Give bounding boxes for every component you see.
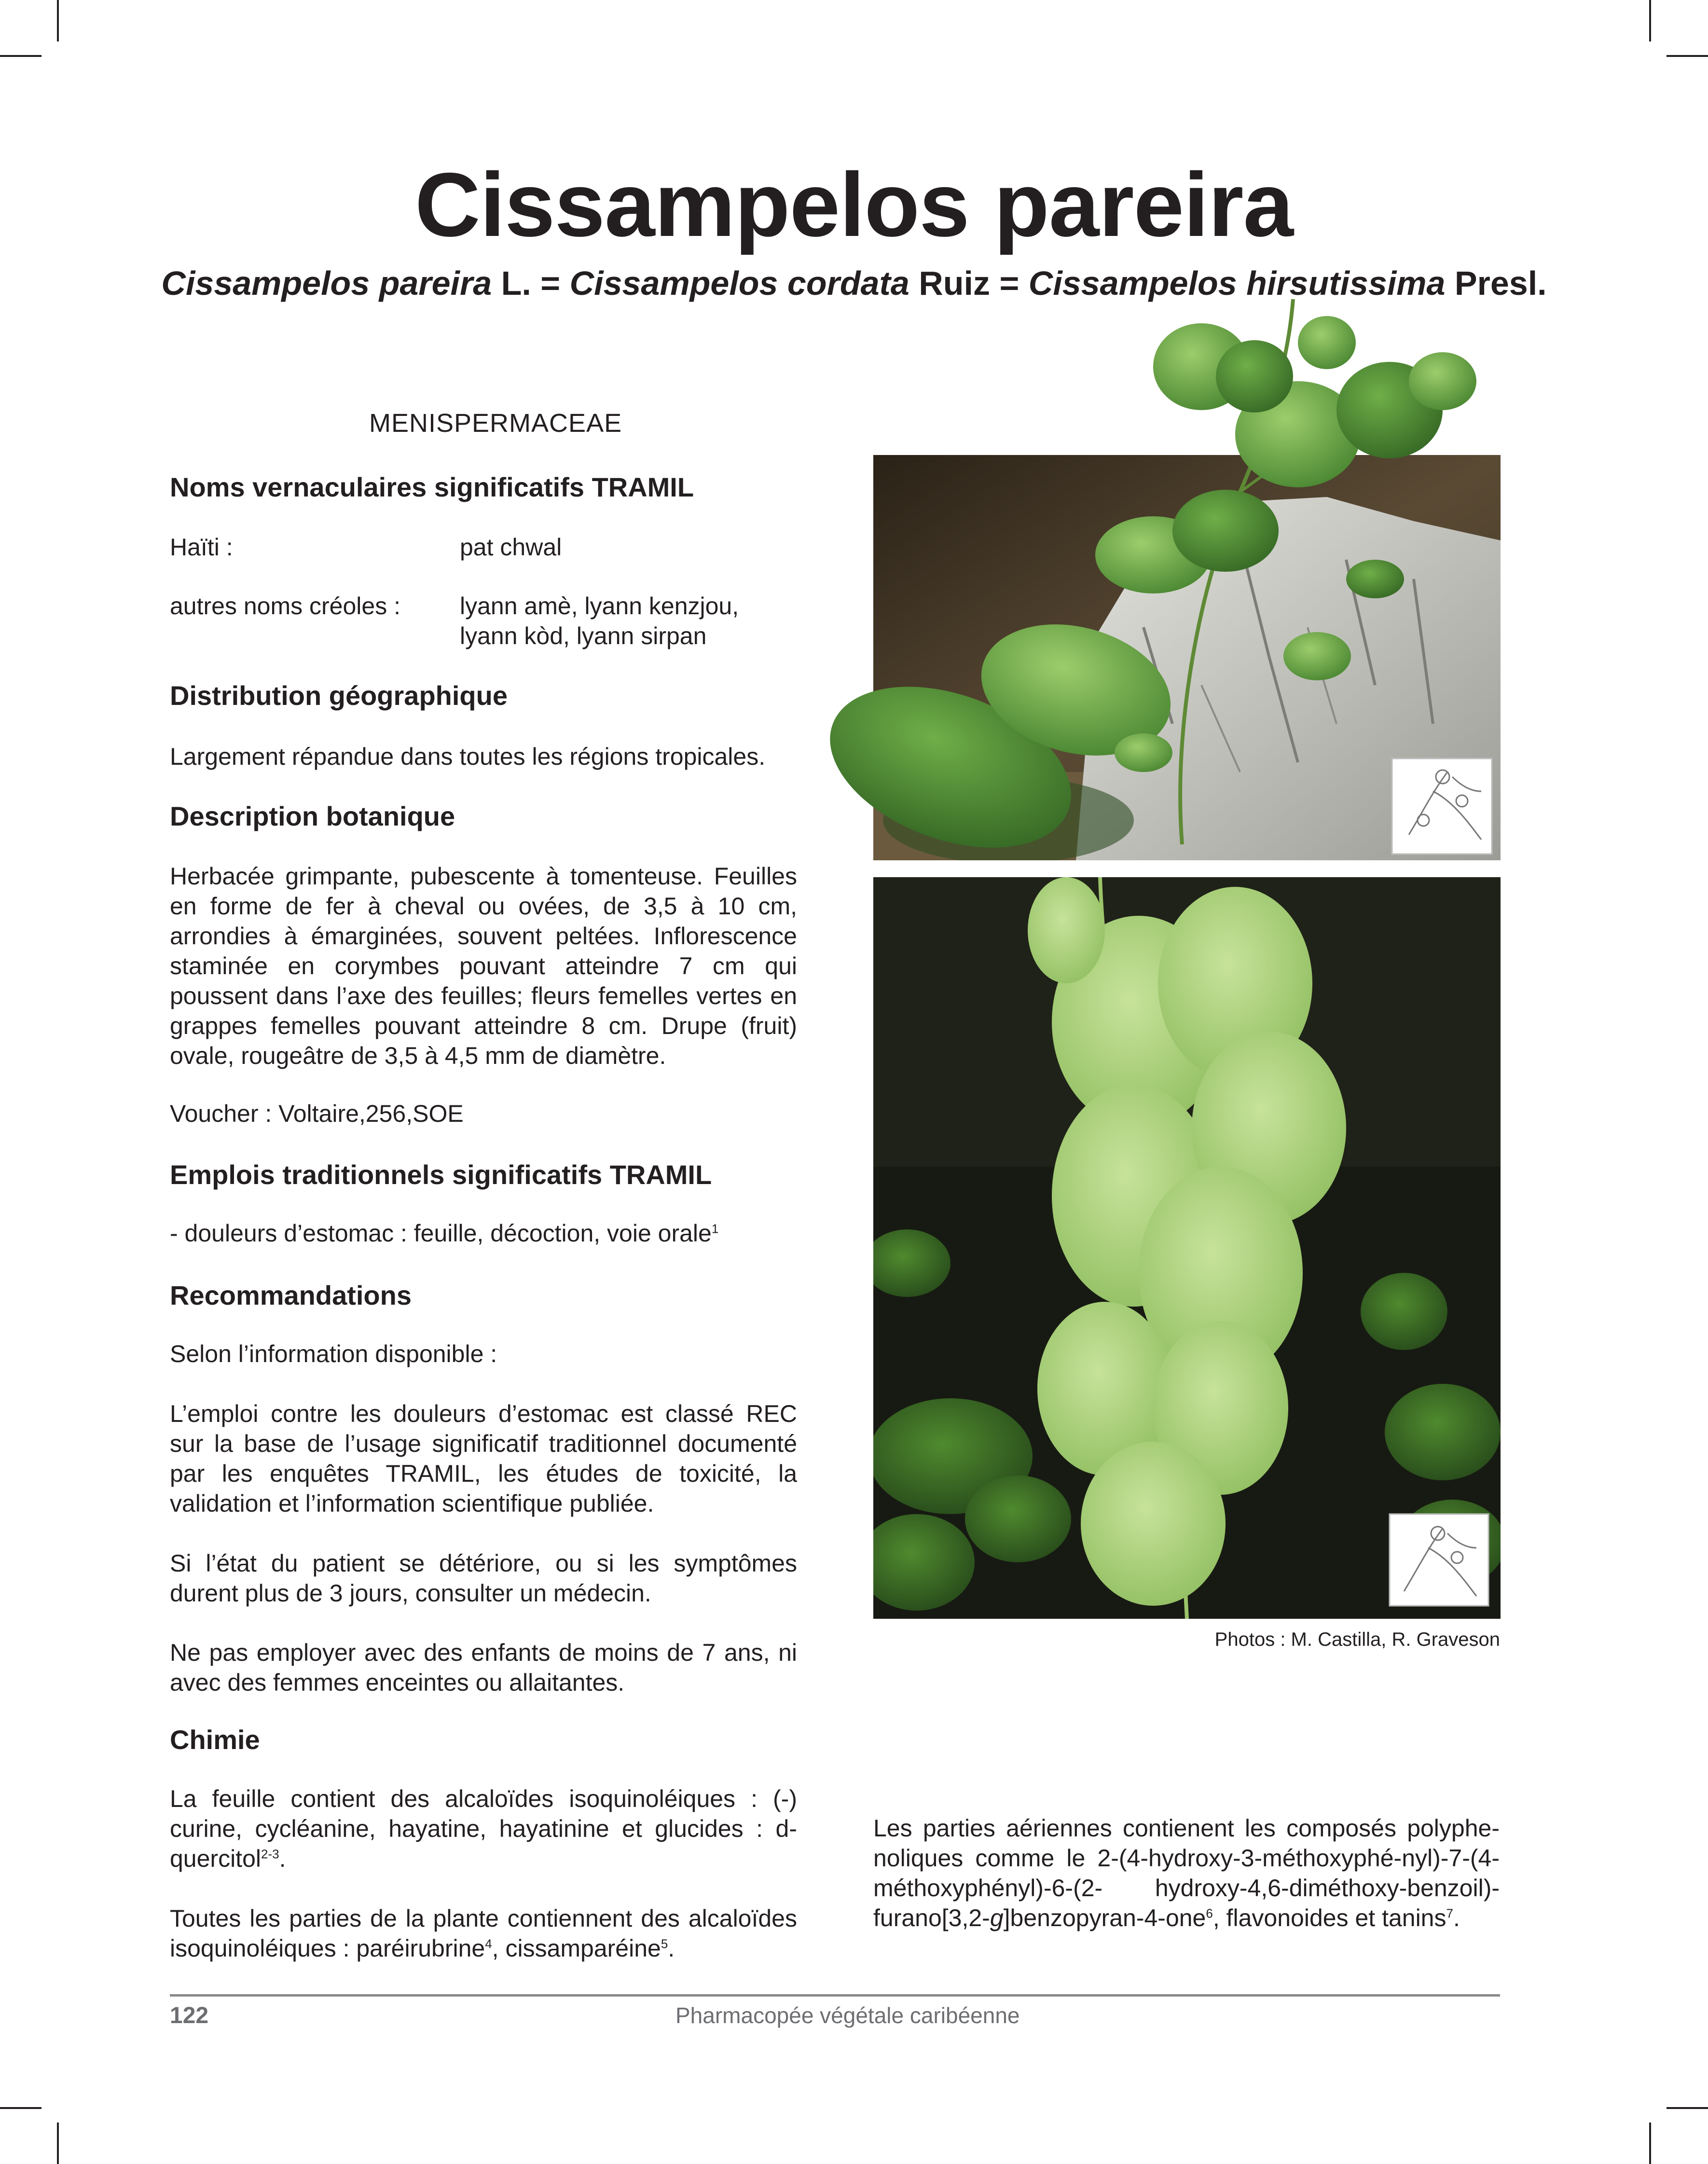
description-text: Herbacée grimpante, pubescente à tomenteuse. Feuilles en forme de fer à cheval ou ovées, de 3,5 à 10 cm, arrondies à émarginées, souvent peltées. Inflorescence staminée en corymbes pouvant atteindre 7 cm qui poussent dans l’axe des feuilles; fleurs femelles vertes en grappes femelles pouvant atteindre 8 cm. Drupe (fruit) ovale, rougeâtre de 3,5 à 4,5 mm de diamètre. <box>170 863 797 1069</box>
description-heading: Description botanique <box>170 801 455 831</box>
chemistry-text: . <box>1453 1904 1460 1931</box>
crop-mark <box>57 2123 59 2164</box>
reference-superscript: 5 <box>661 1936 668 1951</box>
photo-credit: Photos : M. Castilla, R. Graveson <box>1214 1629 1500 1650</box>
synonym-name: Cissampelos cordata <box>569 264 909 302</box>
recommendation-paragraph: Si l’état du patient se détériore, ou si les symptômes durent plus de 3 jours, consulter un médecin. <box>170 1550 797 1607</box>
chemistry-text: , cissamparéine <box>492 1935 661 1962</box>
synonym-name: Cissampelos pareira <box>161 264 492 302</box>
chemistry-heading: Chimie <box>170 1724 260 1755</box>
crop-mark <box>1649 2123 1651 2164</box>
footer-divider <box>170 1994 1500 1997</box>
crop-mark <box>1667 55 1708 57</box>
synonym-author: L. = <box>492 264 570 302</box>
crop-mark <box>1667 2107 1708 2109</box>
chemistry-text: Les parties aériennes contienent les composés polyphe-noliques comme le 2-(4-hydroxy-3-méthoxyphé-nyl)-7-(4-méthoxyphényl)-6-(2- hydroxy-4,6-diméthoxy-benzoil)-furano[3,2- <box>873 1815 1500 1931</box>
uses-item <box>170 1218 718 1248</box>
reference-superscript: 7 <box>1446 1906 1453 1921</box>
plant-photo-bottom <box>873 877 1501 1619</box>
distribution-heading: Distribution géographique <box>170 680 508 711</box>
recommendation-paragraph: Ne pas employer avec des enfants de moins de 7 ans, ni avec des femmes enceintes ou allaitantes. <box>170 1639 797 1696</box>
chemistry-text: ]benzopyran-4-one <box>1003 1904 1206 1931</box>
creole-value-line: lyann amè, lyann kenzjou, <box>460 593 739 620</box>
creole-label: autres noms créoles : <box>170 593 400 620</box>
crop-mark <box>1649 0 1651 41</box>
chemistry-paragraph <box>170 1903 797 1963</box>
page-number: 122 <box>170 2003 209 2028</box>
crop-mark <box>0 55 41 57</box>
page-title: Cissampelos pareira <box>414 154 1294 255</box>
reference-superscript: 1 <box>711 1221 719 1236</box>
reference-superscript: 2-3 <box>261 1847 279 1861</box>
haiti-value: pat chwal <box>460 534 562 561</box>
distribution-text: Largement répandue dans toutes les régions tropicales. <box>170 743 766 770</box>
recommendations-heading: Recommandations <box>170 1280 412 1310</box>
synonym-author: Presl. <box>1445 264 1547 302</box>
chemistry-text: . <box>668 1935 675 1962</box>
uses-item-text: - douleurs d’estomac : feuille, décoction, voie orale <box>170 1220 712 1247</box>
recommendation-paragraph: Selon l’information disponible : <box>170 1340 497 1367</box>
recommendation-paragraph: L’emploi contre les douleurs d’estomac est classé REC sur la base de l’usage significatif traditionnel documenté par les enquêtes TRAMIL, les études de toxicité, la validation et l’information scientifique publiée. <box>170 1400 797 1517</box>
chemistry-paragraph <box>170 1784 797 1874</box>
plant-photo-top <box>806 289 1501 868</box>
synonym-name: Cissampelos hirsutissima <box>1028 264 1446 302</box>
crop-mark <box>0 2107 41 2109</box>
vernacular-heading: Noms vernaculaires significatifs TRAMIL <box>170 472 694 502</box>
uses-heading: Emplois traditionnels significatifs TRAMIL <box>170 1159 712 1190</box>
chemistry-text: g <box>990 1904 1004 1931</box>
creole-value <box>460 591 739 651</box>
haiti-label: Haïti : <box>170 534 233 561</box>
creole-value-line: lyann kòd, lyann sirpan <box>460 622 707 649</box>
reference-superscript: 4 <box>485 1936 492 1951</box>
voucher-text: Voucher : Voltaire,256,SOE <box>170 1100 464 1127</box>
crop-mark <box>57 0 59 41</box>
synonym-author: Ruiz = <box>909 264 1029 302</box>
plant-family: MENISPERMACEAE <box>369 409 622 438</box>
chemistry-paragraph <box>873 1813 1500 1933</box>
chemistry-text: . <box>279 1845 286 1872</box>
book-title: Pharmacopée végétale caribéenne <box>675 2003 1020 2028</box>
chemistry-text: , flavonoides et tanins <box>1212 1904 1446 1931</box>
reference-superscript: 6 <box>1206 1906 1213 1921</box>
chemistry-text: Toutes les parties de la plante contiennent des alcaloïdes isoquinoléiques : paréirubrine <box>170 1905 797 1962</box>
chemistry-text: La feuille contient des alcaloïdes isoquinoléiques : (-) curine, cycléanine, hayatine, hayatinine et glucides : d-quercitol <box>170 1785 797 1872</box>
